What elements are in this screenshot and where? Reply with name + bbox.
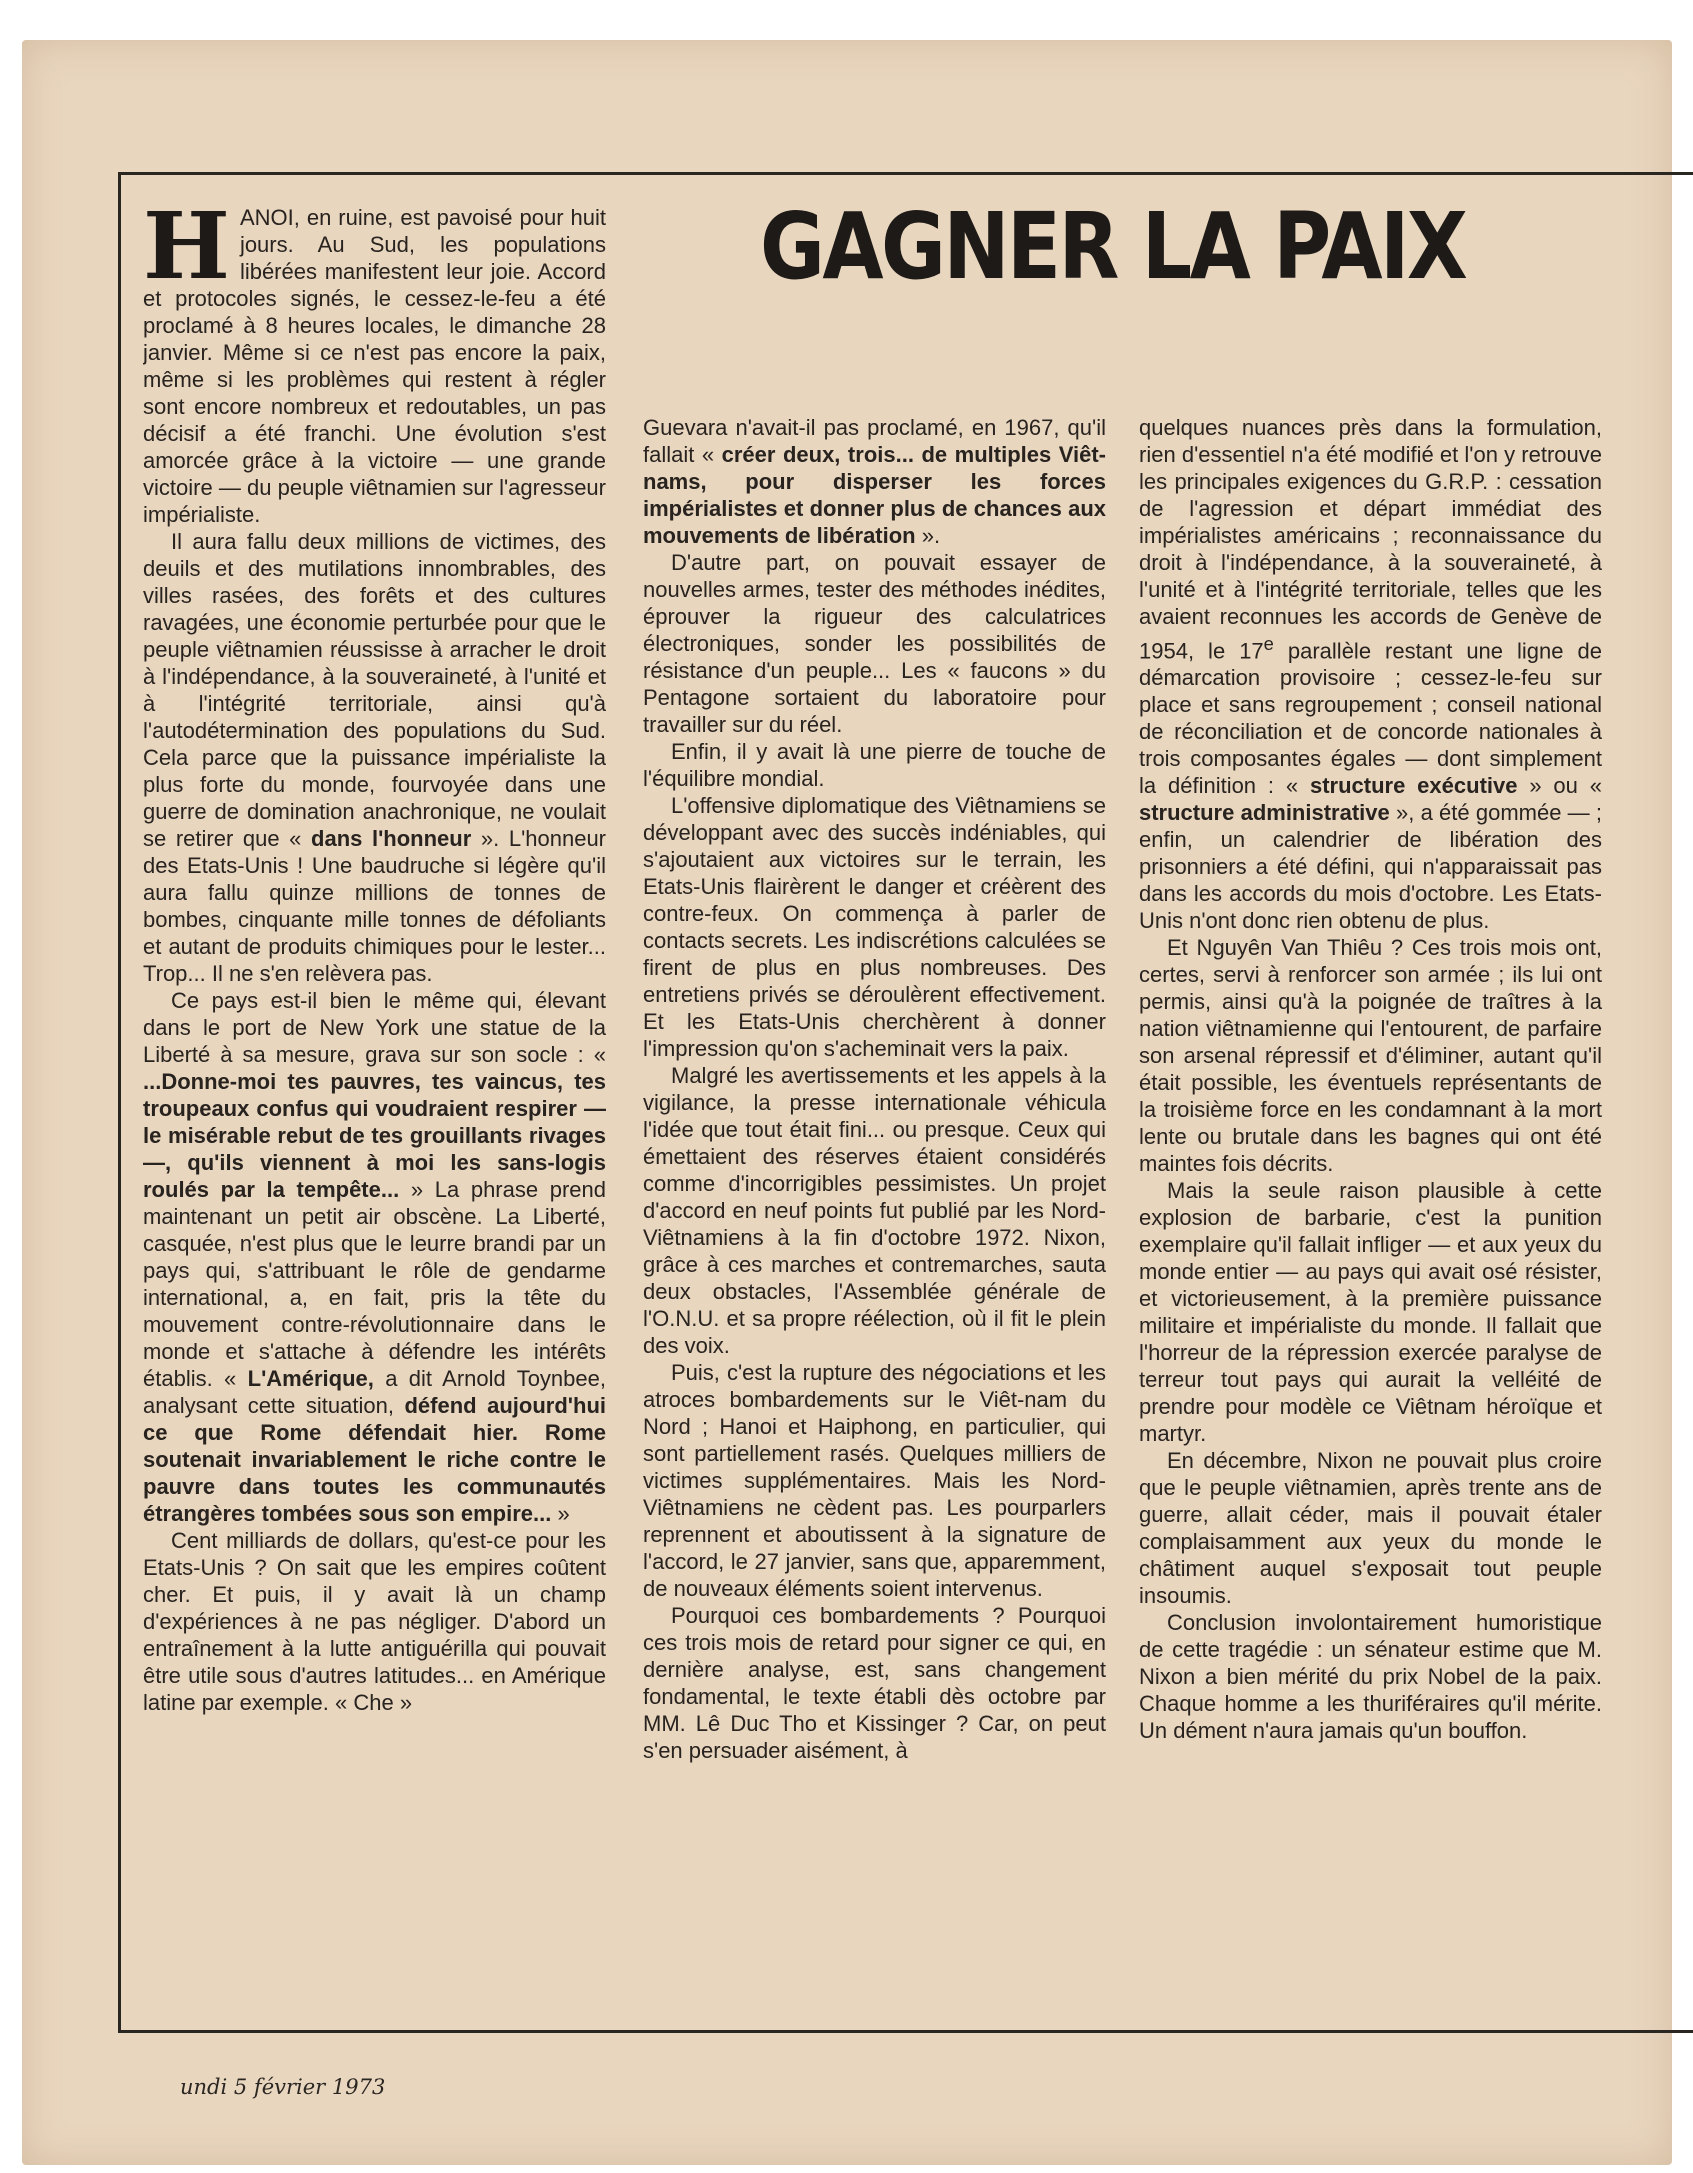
paragraph <box>143 987 606 1527</box>
paragraph: En décembre, Nixon ne pouvait plus croire que le peuple viêtnamien, après trente ans de guerre, allait céder, mais il pouvait étaler complaisamment aux yeux du monde le châtiment auquel s'exposait tout peuple insoumis. <box>1139 1448 1602 1609</box>
bold-quote: structure exécutive <box>1309 773 1518 799</box>
text-run: ». L'honneur des Etats-Unis ! Une baudruche si légère qu'il aura fallu quinze millions de tonnes de bombes, cinquante mille tonnes de défoliants et autant de produits chimiques pour le lester... Trop... Il ne s'en relèvera pas. <box>143 826 606 986</box>
paragraph: Malgré les avertissements et les appels à la vigilance, la presse internationale véhicula l'idée que tout était fini... ou presque. Ceux qui émettaient des réserves étaient considérés comme d'incorrigibles pessimistes. Un projet d'accord en neuf points fut publié par les Nord-Viêtnamiens à la fin d'octobre 1972. Nixon, grâce à ces marches et contremarches, sauta deux obstacles, l'Assemblée générale de l'O.N.U. et sa propre réélection, où il fit le plein des voix. <box>643 1063 1106 1358</box>
paragraph <box>1139 414 1602 934</box>
paragraph <box>143 528 606 987</box>
bold-quote: ...Donne-moi tes pauvres, tes vaincus, tes troupeaux confus qui voudraient respirer — le misérable rebut de tes grouillants rivages —, qu'ils viennent à moi les sans-logis roulés par la tempête... <box>143 1069 606 1202</box>
text-run: Guevara n'avait-il pas proclamé, en 1967, qu'il fallait « <box>643 415 1106 467</box>
article-headline: GAGNER LA PAIX <box>760 193 1466 300</box>
article-column-1 <box>143 204 606 2004</box>
article-column-3 <box>1139 414 1602 2004</box>
text-run: a dit Arnold Toynbee, analysant cette situation, <box>143 1366 606 1418</box>
drop-cap: H <box>143 204 230 300</box>
text-run: parallèle restant une ligne de démarcation provisoire ; cessez-le-feu sur place et sans regroupement ; conseil national de réconciliation et de concorde nationales à trois composantes égales — dont simplement la définition : « <box>1139 638 1602 799</box>
paragraph: Puis, c'est la rupture des négociations et les atroces bombardements sur le Viêt-nam du Nord ; Hanoi et Haiphong, en particulier, qui sont partiellement rasés. Quelques milliers de victimes supplémentaires. Mais les Nord-Viêtnamiens ne cèdent pas. Les pourparlers reprennent et aboutissent à la signature de l'accord, le 27 janvier, sans que, apparemment, de nouveaux éléments soient intervenus. <box>643 1360 1106 1601</box>
text-run: Il aura fallu deux millions de victimes, des deuils et des mutilations innombrables, des villes rasées, des forêts et des cultures ravagées, une économie perturbée pour que le peuple viêtnamien réussisse à arracher le droit à l'indépendance, à la souveraineté, à l'unité et à l'intégrité territoriale, ainsi qu'à l'autodétermination des populations du Sud. Cela parce que la puissance impérialiste la plus forte du monde, fourvoyée dans une guerre de domination anachronique, ne voulait se retirer que « <box>143 529 606 851</box>
text-run: Ce pays est-il bien le même qui, élevant dans le port de New York une statue de la Liberté à sa mesure, grava sur son socle : « <box>143 988 606 1067</box>
bold-quote: dans l'honneur <box>311 826 472 851</box>
text-run: » ou « <box>1517 773 1602 799</box>
bold-quote: structure administrative <box>1139 800 1390 826</box>
text-run: » La phrase prend maintenant un petit air obscène. La Liberté, casquée, n'est plus que le leurre brandi par un pays qui, s'attribuant le rôle de gendarme international, a, en fait, pris la tête du mouvement contre-révolutionnaire dans le monde et s'attache à défendre les intérêts établis. « <box>143 1177 606 1391</box>
bold-quote: créer deux, trois... de multiples Viêt-nams, pour disperser les forces impérialistes et donner plus de chances aux mouvements de libération <box>643 442 1106 548</box>
bold-quote: L'Amérique, <box>247 1366 374 1391</box>
superscript: e <box>1263 633 1274 654</box>
text-run: ». <box>915 523 941 548</box>
paragraph: Et Nguyên Van Thiêu ? Ces trois mois ont, certes, servi à renforcer son armée ; ils lui ont permis, ainsi qu'à la poignée de traîtres à la nation viêtnamienne qui l'entourent, de parfaire son arsenal répressif et d'éliminer, autant qu'il était possible, les éventuels représentants de la troisième force en les condamnant à la mort lente ou brutale dans les bagnes qui ont été maintes fois décrits. <box>1139 935 1602 1177</box>
lead-paragraph <box>143 204 606 528</box>
text-run: », a été gommée — ; enfin, un calendrier de libération des prisonniers a été défini, qui n'apparaissait pas dans les accords du mois d'octobre. Les Etats-Unis n'ont donc rien obtenu de plus. <box>1139 800 1602 934</box>
paragraph: Mais la seule raison plausible à cette explosion de barbarie, c'est la punition exemplaire qu'il fallait infliger — et aux yeux du monde entier — au pays qui avait osé résister, et victorieusement, à la première puissance militaire et impérialiste du monde. Il fallait que l'horreur de la répression exercée paralyse de terreur tout pays qui aurait la velléité de prendre pour modèle ce Viêtnam héroïque et martyr. <box>1139 1178 1602 1447</box>
text-run: quelques nuances près dans la formulation, rien d'essentiel n'a été modifié et l'on y retrouve les principales exigences du G.R.P. : cessation de l'agression et départ immédiat des impérialistes américains ; reconnaissance du droit à l'indépendance, à la souveraineté, à l'unité et à l'intégrité territoriale, telles que les avaient reconnues les accords de Genève de 1954, le 17 <box>1139 415 1602 664</box>
paragraph: L'offensive diplomatique des Viêtnamiens se développant avec des succès indéniables, qui s'ajoutaient aux victoires sur le terrain, les Etats-Unis flairèrent le danger et créèrent des contre-feux. On commença à parler de contacts secrets. Les indiscrétions calculées se firent de plus en plus nombreuses. Des entretiens privés se déroulèrent effectivement. Et les Etats-Unis cherchèrent à donner l'impression qu'on s'acheminait vers la paix. <box>643 793 1106 1061</box>
paragraph: Pourquoi ces bombardements ? Pourquoi ces trois mois de retard pour signer ce qui, en dernière analyse, est, sans changement fondamental, le texte établi dès octobre par MM. Lê Duc Tho et Kissinger ? Car, on peut s'en persuader aisément, à <box>643 1603 1106 1763</box>
issue-date: undi 5 février 1973 <box>180 2075 386 2099</box>
article-column-2 <box>643 414 1106 2004</box>
bold-quote: défend aujourd'hui ce que Rome défendait hier. Rome soutenait invariablement le riche contre le pauvre dans toutes les communautés étrangères tombées sous son empire... <box>143 1393 606 1526</box>
text-run: » <box>551 1501 570 1526</box>
paragraph: D'autre part, on pouvait essayer de nouvelles armes, tester des méthodes inédites, éprouver la rigueur des calculatrices électroniques, sonder les possibilités de résistance d'un peuple... Les « faucons » du Pentagone sortaient du laboratoire pour travailler sur du réel. <box>643 550 1106 737</box>
lead-text: en ruine, est pavoisé pour huit jours. Au Sud, les populations libérées manifestent leur joie. Accord et protocoles signés, le cessez-le-feu a été proclamé à 8 heures locales, le dimanche 28 janvier. Même si ce n'est pas encore la paix, même si les problèmes qui restent à régler sont encore nombreux et redoutables, un pas décisif a été franchi. Une évolution s'est amorcée grâce à la victoire — une grande victoire — du peuple viêtnamien sur l'agresseur impérialiste. <box>143 205 606 527</box>
paragraph: Enfin, il y avait là une pierre de touche de l'équilibre mondial. <box>643 739 1106 791</box>
paragraph <box>643 414 1106 549</box>
paragraph: Conclusion involontairement humoristique de cette tragédie : un sénateur estime que M. Nixon a bien mérité du prix Nobel de la paix. Chaque homme a les thuriféraires qu'il mérite. Un dément n'aura jamais qu'un bouffon. <box>1139 1610 1602 1744</box>
lead-caps: ANOI, <box>239 205 300 230</box>
paragraph: Cent milliards de dollars, qu'est-ce pour les Etats-Unis ? On sait que les empires coûtent cher. Et puis, il y avait là un champ d'expériences à ne pas négliger. D'abord un entraînement à la lutte antiguérilla qui pouvait être utile sous d'autres latitudes... en Amérique latine par exemple. « Che » <box>143 1528 606 1715</box>
